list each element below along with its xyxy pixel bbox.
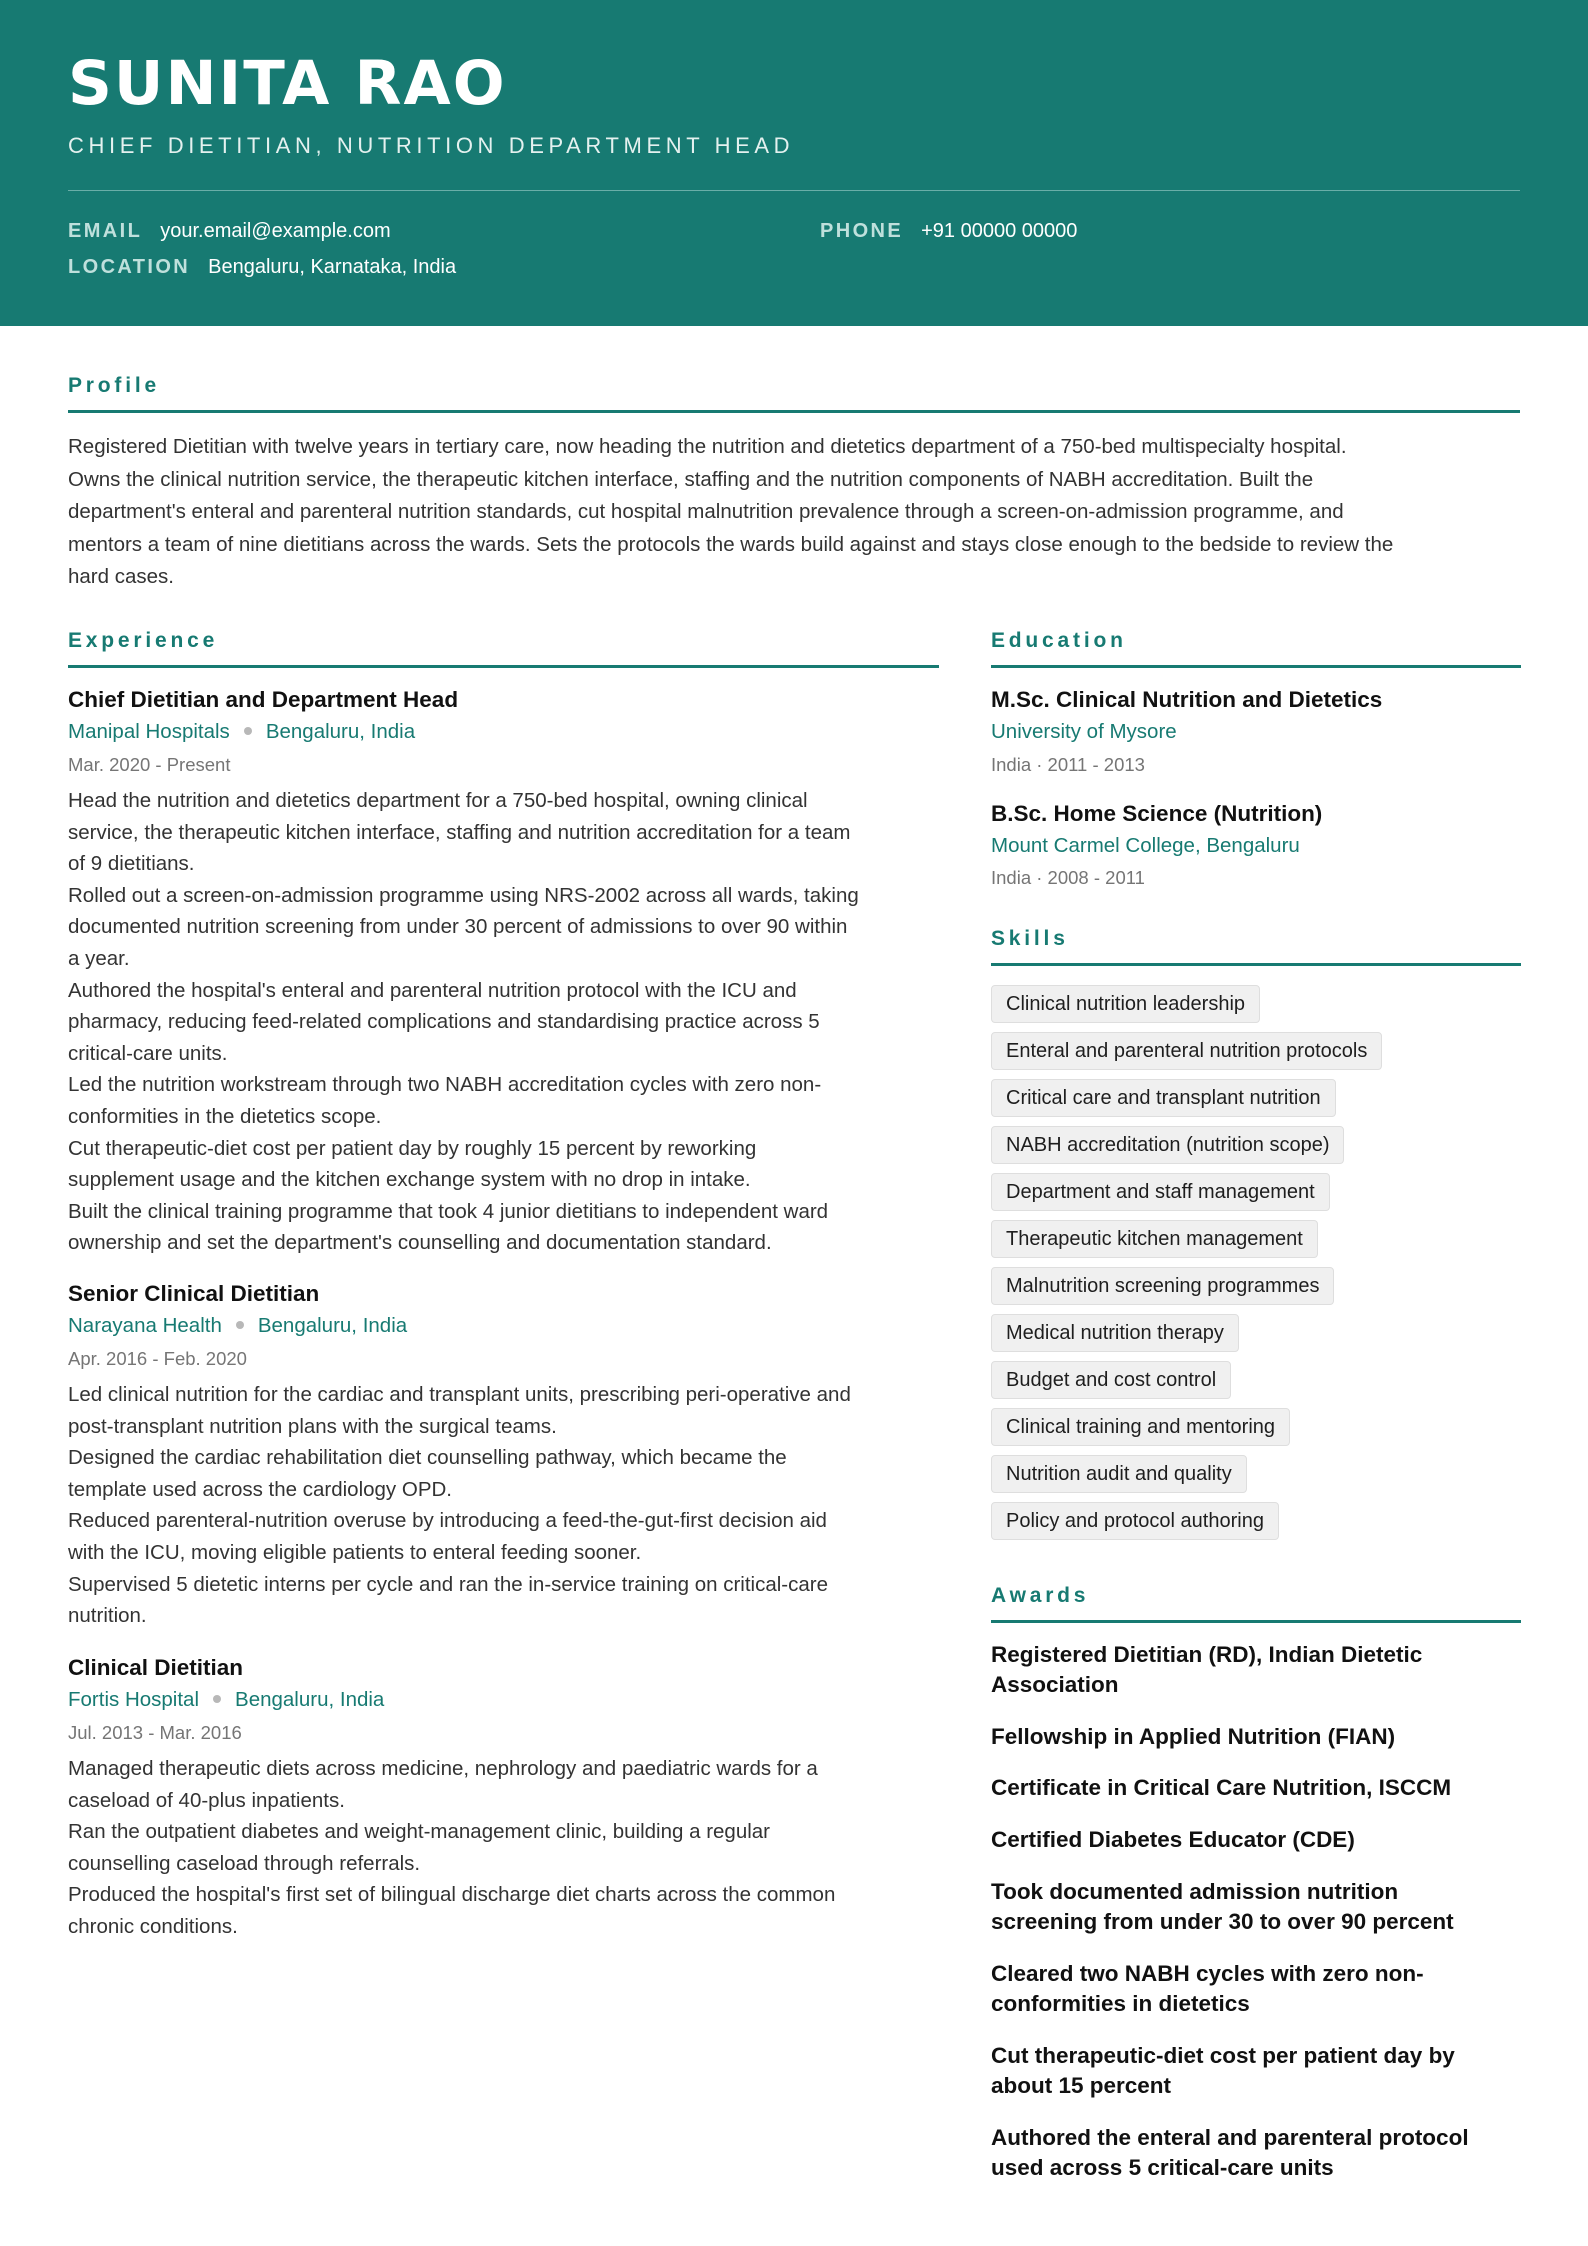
- job-line: Rolled out a screen-on-admission programme using NRS-2002 across all wards, taking: [68, 883, 859, 907]
- job-title: Chief Dietitian and Department Head: [68, 687, 459, 712]
- award-item: [991, 2041, 1521, 2101]
- profile-line: Owns the clinical nutrition service, the therapeutic kitchen interface, staffing and the nutrition components of NABH accreditation. Built the: [68, 467, 1314, 491]
- job-line: conformities in the dietetics scope.: [68, 1104, 382, 1128]
- job-line: Ran the outpatient diabetes and weight-management clinic, building a regular: [68, 1820, 771, 1844]
- skill-tag: Medical nutrition therapy: [991, 1314, 1239, 1352]
- skill-tag: Budget and cost control: [991, 1361, 1231, 1399]
- job-line: documented nutrition screening from under 30 percent of admissions to over 90 within: [68, 915, 848, 939]
- job-line: supplement usage and the kitchen exchange system with no drop in intake.: [68, 1168, 751, 1192]
- skills-list: [991, 985, 1521, 1549]
- award-line: Cleared two NABH cycles with zero non-: [991, 1961, 1424, 1986]
- job-title: Senior Clinical Dietitian: [68, 1281, 320, 1306]
- resume-header: [0, 0, 1588, 326]
- job-description: [68, 1753, 943, 1943]
- skill-tag: Department and staff management: [991, 1173, 1330, 1211]
- award-line: Registered Dietitian (RD), Indian Dietetic: [991, 1642, 1423, 1667]
- phone-label: PHONE: [820, 220, 904, 242]
- skill-tag: Therapeutic kitchen management: [991, 1220, 1318, 1258]
- job-location: Bengaluru, India: [235, 1688, 385, 1711]
- job-line: critical-care units.: [68, 1041, 228, 1065]
- experience-heading: Experience: [68, 629, 219, 652]
- education-meta: India · 2008 - 2011: [991, 867, 1145, 888]
- profile-summary: [68, 431, 1538, 594]
- skill-tag: Malnutrition screening programmes: [991, 1267, 1334, 1305]
- job-line: service, the therapeutic kitchen interface, staffing and nutrition accreditation for a team: [68, 820, 851, 844]
- skill-tag: NABH accreditation (nutrition scope): [991, 1126, 1344, 1164]
- skill-tag: Clinical nutrition leadership: [991, 985, 1260, 1023]
- contact-location: [68, 254, 456, 280]
- contact-email: [68, 218, 391, 244]
- award-item: [991, 1773, 1521, 1803]
- separator-dot-icon: [244, 727, 252, 735]
- education-heading: Education: [991, 629, 1127, 652]
- separator-dot-icon: [236, 1321, 244, 1329]
- job-location: Bengaluru, India: [257, 1314, 408, 1337]
- job-line: caseload of 40-plus inpatients.: [68, 1788, 345, 1812]
- job-line: Head the nutrition and dietetics department for a 750-bed hospital, owning clinical: [68, 789, 808, 812]
- award-item: [991, 2123, 1521, 2183]
- award-line: Took documented admission nutrition: [991, 1879, 1399, 1904]
- award-line: Cut therapeutic-diet cost per patient day by: [991, 2043, 1455, 2068]
- award-item: [991, 1877, 1521, 1937]
- job-line: nutrition.: [68, 1604, 147, 1628]
- job-company: Manipal Hospitals: [68, 720, 230, 743]
- skills-heading: Skills: [991, 927, 1069, 950]
- award-line: Certified Diabetes Educator (CDE): [991, 1827, 1355, 1852]
- job-dates: Apr. 2016 - Feb. 2020: [68, 1348, 247, 1369]
- job-meta: [68, 1312, 407, 1340]
- job-company: Narayana Health: [68, 1314, 222, 1337]
- job-line: pharmacy, reducing feed-related complications and standardising practice across 5: [68, 1010, 820, 1034]
- education-school: University of Mysore: [991, 720, 1177, 743]
- skill-tag: Policy and protocol authoring: [991, 1502, 1279, 1540]
- education-meta: India · 2011 - 2013: [991, 754, 1145, 775]
- job-dates: Jul. 2013 - Mar. 2016: [68, 1722, 242, 1743]
- award-line: Certificate in Critical Care Nutrition, ISCCM: [991, 1775, 1452, 1800]
- job-description: [68, 1379, 943, 1632]
- job-line: ownership and set the department's counselling and documentation standard.: [68, 1231, 772, 1255]
- phone-value[interactable]: +91 00000 00000: [921, 220, 1078, 242]
- education-rule: [991, 665, 1521, 668]
- job-line: Authored the hospital's enteral and parenteral nutrition protocol with the ICU and: [68, 978, 797, 1002]
- job-line: a year.: [68, 946, 130, 970]
- education-degree: M.Sc. Clinical Nutrition and Dietetics: [991, 687, 1383, 712]
- awards-heading: Awards: [991, 1584, 1090, 1607]
- job-line: Led clinical nutrition for the cardiac and transplant units, prescribing peri-operative and: [68, 1383, 851, 1406]
- awards-rule: [991, 1620, 1521, 1623]
- award-item: [991, 1722, 1521, 1752]
- job-line: Supervised 5 dietetic interns per cycle and ran the in-service training on critical-care: [68, 1572, 829, 1596]
- header-divider: [68, 190, 1520, 191]
- candidate-name: SUNITA RAO: [68, 48, 507, 119]
- profile-rule: [68, 410, 1520, 413]
- email-value[interactable]: your.email@example.com: [160, 220, 391, 242]
- job-meta: [68, 1686, 384, 1714]
- profile-line: hard cases.: [68, 565, 174, 588]
- award-item: [991, 1825, 1521, 1855]
- education-degree: B.Sc. Home Science (Nutrition): [991, 801, 1323, 826]
- job-line: Reduced parenteral-nutrition overuse by introducing a feed-the-gut-first decision aid: [68, 1509, 827, 1533]
- job-title: Clinical Dietitian: [68, 1655, 244, 1680]
- job-dates: Mar. 2020 - Present: [68, 754, 231, 775]
- profile-line: mentors a team of nine dietitians across the wards. Sets the protocols the wards build against and stays close enough to the bedside to review the: [68, 532, 1394, 556]
- skills-rule: [991, 963, 1521, 966]
- location-value: Bengaluru, Karnataka, India: [208, 256, 457, 278]
- profile-line: Registered Dietitian with twelve years in tertiary care, now heading the nutrition and dietetics department of a 750-bed multispecialty hospital.: [68, 435, 1347, 458]
- award-line: Authored the enteral and parenteral protocol: [991, 2125, 1469, 2150]
- job-line: chronic conditions.: [68, 1914, 238, 1938]
- profile-line: department's enteral and parenteral nutrition standards, cut hospital malnutrition prevalence through a screen-on-admission programme, and: [68, 500, 1344, 523]
- award-item: [991, 1959, 1521, 2019]
- skill-tag: Critical care and transplant nutrition: [991, 1079, 1336, 1117]
- location-label: LOCATION: [68, 256, 191, 278]
- contact-phone: [820, 218, 1077, 244]
- skill-tag: Clinical training and mentoring: [991, 1408, 1290, 1446]
- job-line: of 9 dietitians.: [68, 852, 195, 876]
- job-location: Bengaluru, India: [265, 720, 416, 743]
- job-line: Built the clinical training programme that took 4 junior dietitians to independent ward: [68, 1199, 829, 1223]
- skill-tag: Enteral and parenteral nutrition protocols: [991, 1032, 1382, 1070]
- experience-rule: [68, 665, 939, 668]
- education-school: Mount Carmel College, Bengaluru: [991, 834, 1300, 857]
- award-line: Fellowship in Applied Nutrition (FIAN): [991, 1724, 1396, 1749]
- job-line: Designed the cardiac rehabilitation diet counselling pathway, which became the: [68, 1446, 787, 1470]
- skill-tag: Nutrition audit and quality: [991, 1455, 1247, 1493]
- job-line: with the ICU, moving eligible patients to enteral feeding sooner.: [68, 1540, 642, 1564]
- award-item: [991, 1640, 1521, 1700]
- award-line: screening from under 30 to over 90 percent: [991, 1909, 1454, 1934]
- email-label: EMAIL: [68, 220, 143, 242]
- award-line: conformities in dietetics: [991, 1991, 1250, 2016]
- profile-heading: Profile: [68, 374, 160, 397]
- job-meta: [68, 718, 415, 746]
- job-line: counselling caseload through referrals.: [68, 1851, 421, 1875]
- job-company: Fortis Hospital: [68, 1688, 200, 1711]
- job-line: Produced the hospital's first set of bilingual discharge diet charts across the common: [68, 1883, 836, 1907]
- award-line: Association: [991, 1672, 1119, 1697]
- job-line: post-transplant nutrition plans with the surgical teams.: [68, 1414, 557, 1438]
- job-line: Led the nutrition workstream through two NABH accreditation cycles with zero non-: [68, 1073, 822, 1097]
- separator-dot-icon: [213, 1695, 221, 1703]
- candidate-title: CHIEF DIETITIAN, NUTRITION DEPARTMENT HEAD: [68, 133, 795, 158]
- job-line: Managed therapeutic diets across medicine, nephrology and paediatric wards for a: [68, 1757, 818, 1780]
- award-line: about 15 percent: [991, 2073, 1172, 2098]
- job-line: Cut therapeutic-diet cost per patient day by roughly 15 percent by reworking: [68, 1136, 757, 1160]
- job-line: template used across the cardiology OPD.: [68, 1477, 452, 1501]
- award-line: used across 5 critical-care units: [991, 2155, 1334, 2180]
- job-description: [68, 785, 943, 1259]
